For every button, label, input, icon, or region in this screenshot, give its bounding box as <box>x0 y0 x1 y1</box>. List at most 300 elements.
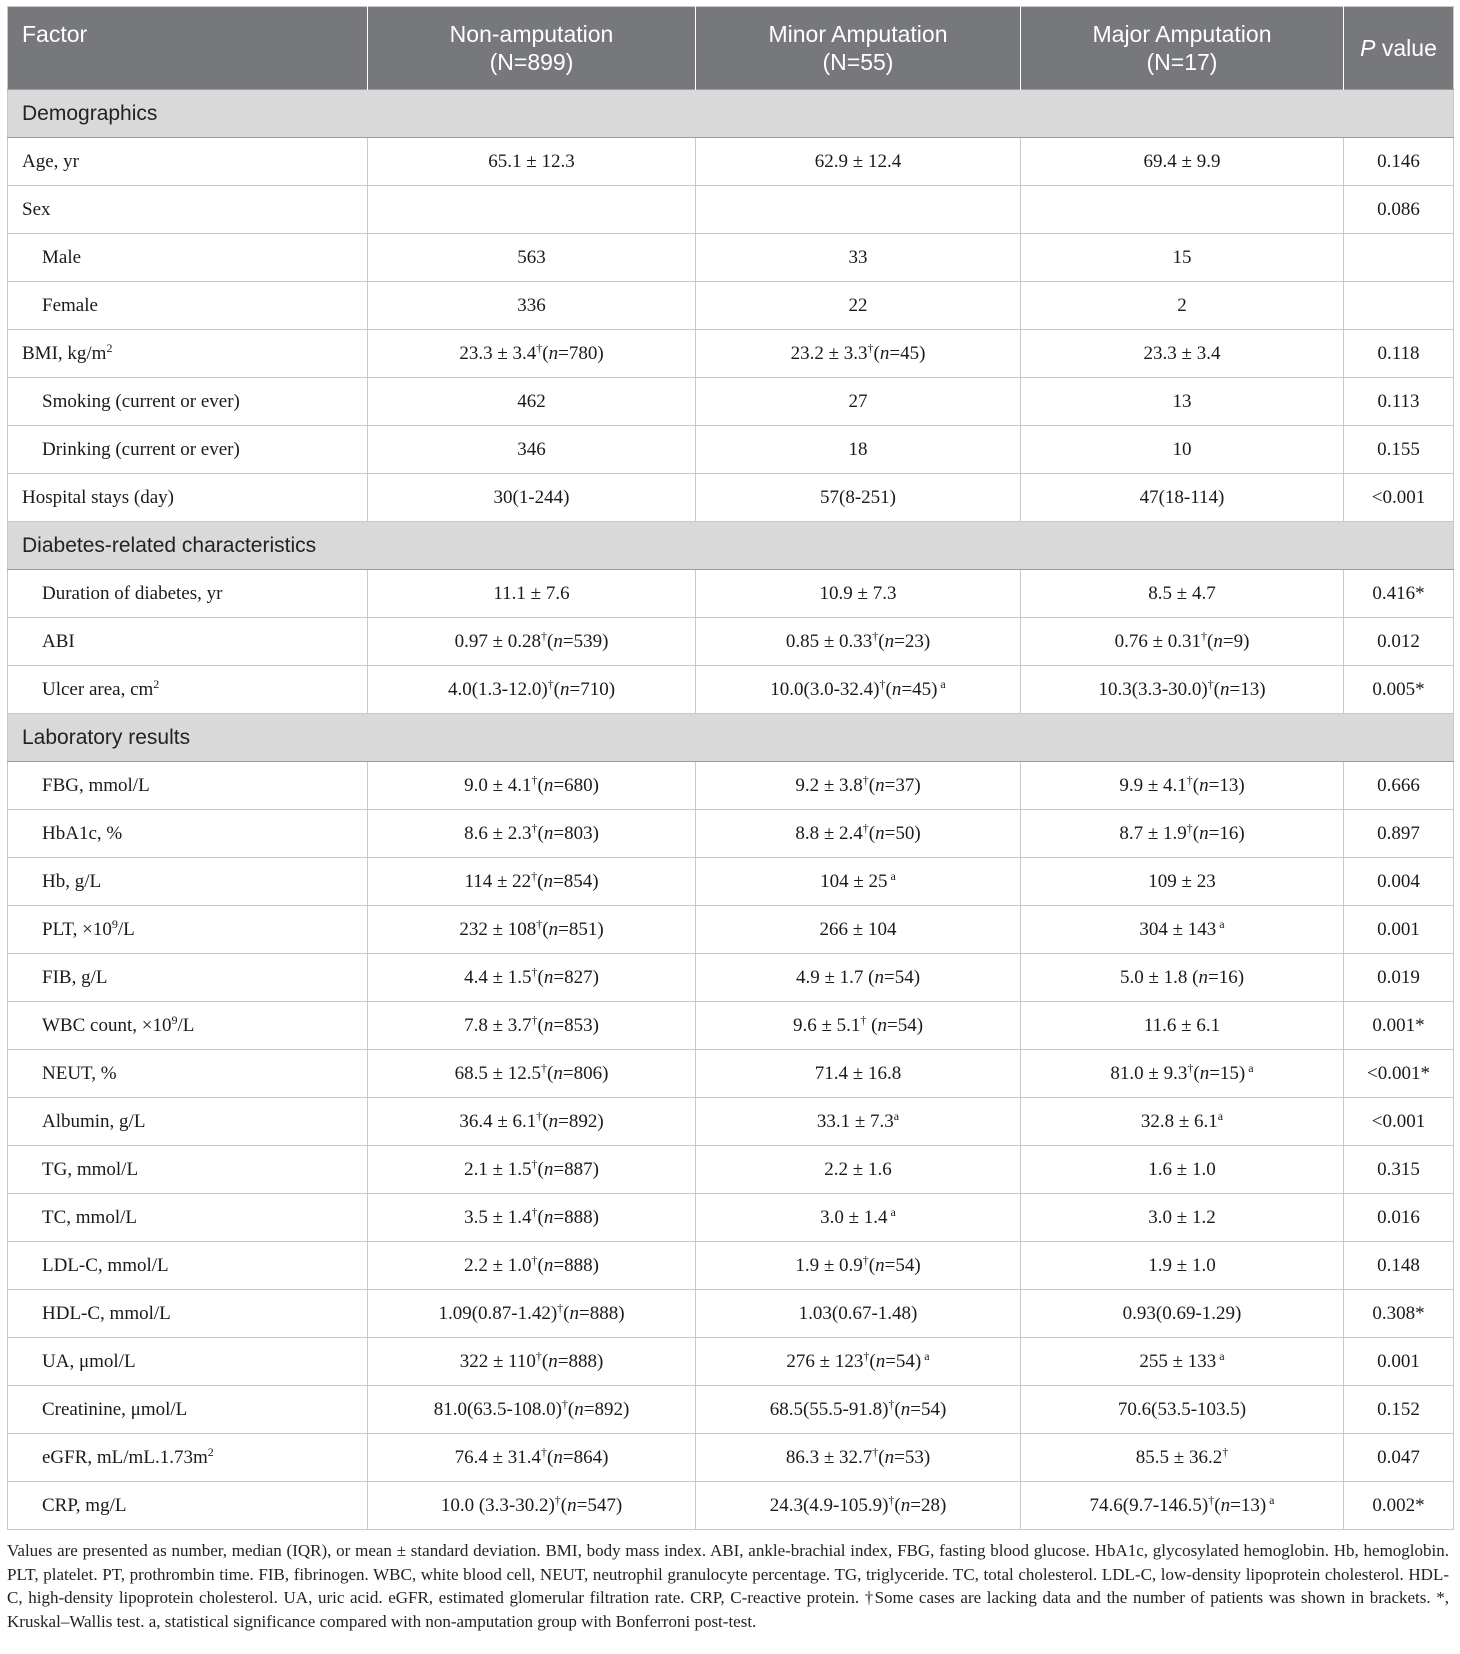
value-cell: 3.5 ± 1.4†(n=888) <box>368 1194 696 1242</box>
p-value-cell: 0.012 <box>1344 618 1454 666</box>
label-text: HbA1c, % <box>42 822 123 844</box>
equals: = <box>553 774 565 796</box>
table-row <box>8 1482 1454 1530</box>
value-text: 0.85 ± 0.33 <box>785 630 873 652</box>
equals: = <box>894 1446 905 1468</box>
dagger-mark: † <box>531 1252 538 1267</box>
dagger-mark: † <box>547 676 554 691</box>
n-symbol: n <box>543 1206 554 1228</box>
value-cell <box>1021 1146 1344 1194</box>
table-row <box>8 1098 1454 1146</box>
value-cell <box>696 282 1021 330</box>
value-text: 1.03(0.67-1.48) <box>798 1302 918 1324</box>
dagger-mark: † <box>531 772 538 787</box>
n-count: 888 <box>564 1254 593 1276</box>
row-label <box>8 906 368 954</box>
significance-mark: a <box>887 868 896 883</box>
value-cell <box>368 138 696 186</box>
n-count: 54 <box>894 966 914 988</box>
dagger-mark: † <box>536 1108 543 1123</box>
value-cell <box>368 426 696 474</box>
equals: = <box>1209 1062 1220 1084</box>
equals: = <box>1230 1494 1241 1516</box>
significance-mark: a <box>887 1204 896 1219</box>
label-text: Ulcer area, cm <box>42 678 154 700</box>
value-text: 4.4 ± 1.5 <box>464 966 532 988</box>
table-row <box>8 186 1454 234</box>
label-text: BMI, kg/m <box>22 342 107 364</box>
n-symbol: n <box>877 1014 887 1036</box>
label-text: TG, mmol/L <box>42 1158 139 1180</box>
value-text: 68.5(55.5-91.8) <box>769 1398 889 1420</box>
value-text: 462 <box>517 390 546 412</box>
table-row <box>8 1146 1454 1194</box>
equals: = <box>569 678 581 700</box>
table-row <box>8 1002 1454 1050</box>
equals: = <box>553 870 564 892</box>
value-text: 2 <box>1177 294 1187 316</box>
n-symbol: n <box>548 1350 558 1372</box>
value-text: 1.9 ± 0.9 <box>795 1254 863 1276</box>
value-text: 18 <box>848 438 868 460</box>
n-count: 892 <box>568 1110 598 1132</box>
n-count: 806 <box>573 1062 603 1084</box>
label-text: Duration of diabetes, yr <box>42 582 223 604</box>
table-row <box>8 138 1454 186</box>
value-cell: 0.85 ± 0.33†(n=23) <box>696 618 1021 666</box>
value-text: 232 ± 108 <box>459 918 537 940</box>
n-symbol: n <box>891 678 902 700</box>
equals: = <box>558 342 569 364</box>
dagger-mark: † <box>531 1204 538 1219</box>
value-text: 8.5 ± 4.7 <box>1148 582 1216 604</box>
table-row <box>8 570 1454 618</box>
table-row <box>8 282 1454 330</box>
value-text: 266 ± 104 <box>819 918 897 940</box>
value-cell: 68.5(55.5-91.8)†(n=54) <box>696 1386 1021 1434</box>
n-symbol: n <box>875 1350 886 1372</box>
value-cell <box>368 282 696 330</box>
value-text: 86.3 ± 32.7 <box>785 1446 873 1468</box>
label-superscript: 2 <box>153 676 160 691</box>
value-text: 68.5 ± 12.5 <box>454 1062 542 1084</box>
table-container <box>7 6 1453 1633</box>
label-unit: /L <box>117 918 135 940</box>
value-cell <box>696 474 1021 522</box>
header-factor: Factor <box>8 7 368 90</box>
p-value-cell: 0.666 <box>1344 762 1454 810</box>
n-count: 888 <box>564 1206 593 1228</box>
n-count: 53 <box>904 1446 924 1468</box>
dagger-mark: † <box>554 1492 561 1507</box>
n-count: 9 <box>1233 630 1244 652</box>
row-label <box>8 330 368 378</box>
row-label <box>8 570 368 618</box>
value-text: 3.5 ± 1.4 <box>464 1206 532 1228</box>
row-label <box>8 1146 368 1194</box>
dagger-mark: † <box>536 916 543 931</box>
value-text: 11.1 ± 7.6 <box>493 582 570 604</box>
dagger-mark: † <box>1222 1444 1229 1459</box>
value-cell: 4.9 ± 1.7 (n=54) <box>696 954 1021 1002</box>
label-text: FBG, mmol/L <box>42 774 150 796</box>
dagger-mark: † <box>561 1396 568 1411</box>
p-value-cell <box>1344 234 1454 282</box>
value-cell <box>1021 1194 1344 1242</box>
dagger-mark: † <box>1208 1492 1215 1507</box>
n-count: 23 <box>904 630 924 652</box>
n-symbol: n <box>569 1302 579 1324</box>
value-cell <box>696 1098 1021 1146</box>
p-value-cell: 0.152 <box>1344 1386 1454 1434</box>
equals: = <box>1222 630 1234 652</box>
value-text: 11.6 ± 6.1 <box>1143 1014 1221 1036</box>
value-cell: 2.2 ± 1.0†(n=888) <box>368 1242 696 1290</box>
value-cell: 0.97 ± 0.28†(n=539) <box>368 618 696 666</box>
value-text: 70.6(53.5-103.5) <box>1117 1398 1247 1420</box>
section-row <box>8 90 1454 138</box>
value-text: 23.3 ± 3.4 <box>459 342 537 364</box>
table-body <box>8 90 1454 1530</box>
value-cell <box>368 234 696 282</box>
n-symbol: n <box>543 1158 554 1180</box>
row-label <box>8 1338 368 1386</box>
value-text: 24.3(4.9-105.9) <box>769 1494 889 1516</box>
dagger-mark: † <box>860 1012 867 1027</box>
value-text: 346 <box>517 438 546 460</box>
n-count: 15 <box>1219 1062 1239 1084</box>
value-cell: 8.6 ± 2.3†(n=803) <box>368 810 696 858</box>
n-symbol: n <box>548 1110 559 1132</box>
table-row <box>8 618 1454 666</box>
value-cell <box>696 426 1021 474</box>
section-row <box>8 714 1454 762</box>
row-label <box>8 1050 368 1098</box>
value-cell <box>696 570 1021 618</box>
n-symbol: n <box>1198 966 1208 988</box>
label-text: eGFR, mL/mL.1.73m <box>42 1446 208 1468</box>
value-cell: 1.9 ± 0.9†(n=54) <box>696 1242 1021 1290</box>
row-label <box>8 234 368 282</box>
table-row <box>8 810 1454 858</box>
dagger-mark: † <box>557 1300 564 1315</box>
value-cell: 232 ± 108†(n=851) <box>368 906 696 954</box>
n-count: 888 <box>568 1350 597 1372</box>
value-text: 4.0(1.3-12.0) <box>447 678 548 700</box>
value-text: 0.76 ± 0.31 <box>1114 630 1202 652</box>
significance-mark: a <box>1216 1348 1225 1363</box>
spacer <box>866 1015 871 1036</box>
label-text: UA, μmol/L <box>42 1350 136 1372</box>
row-label <box>8 1194 368 1242</box>
p-value-cell: 0.004 <box>1344 858 1454 906</box>
row-label <box>8 618 368 666</box>
equals: = <box>884 822 896 844</box>
dagger-mark: † <box>531 820 538 835</box>
dagger-mark: † <box>867 340 874 355</box>
table-row <box>8 954 1454 1002</box>
label-text: HDL-C, mmol/L <box>42 1302 171 1324</box>
value-cell: 36.4 ± 6.1†(n=892) <box>368 1098 696 1146</box>
table-row <box>8 330 1454 378</box>
significance-mark: a <box>893 1108 900 1123</box>
value-cell <box>696 1290 1021 1338</box>
label-unit: /L <box>177 1014 195 1036</box>
header-major-amputation: Major Amputation (N=17) <box>1021 7 1344 90</box>
n-count: 680 <box>564 774 593 796</box>
n-count: 54 <box>895 1350 915 1372</box>
value-text: 1.6 ± 1.0 <box>1148 1158 1216 1180</box>
n-count: 16 <box>1219 822 1239 844</box>
value-text: 2.2 ± 1.6 <box>824 1158 892 1180</box>
value-text: 15 <box>1172 246 1192 268</box>
equals: = <box>886 1014 898 1036</box>
equals: = <box>910 1494 921 1516</box>
p-value-cell: <0.001* <box>1344 1050 1454 1098</box>
n-count: 539 <box>573 630 603 652</box>
equals: = <box>910 1398 921 1420</box>
equals: = <box>889 342 901 364</box>
p-value-cell: <0.001 <box>1344 474 1454 522</box>
n-symbol: n <box>875 1254 885 1276</box>
n-symbol: n <box>1220 1494 1231 1516</box>
value-cell <box>696 906 1021 954</box>
value-cell <box>1021 906 1344 954</box>
n-symbol: n <box>543 966 554 988</box>
equals: = <box>894 630 905 652</box>
label-text: Albumin, g/L <box>42 1110 146 1132</box>
table-row <box>8 1050 1454 1098</box>
n-count: 854 <box>563 870 593 892</box>
dagger-mark: † <box>531 964 538 979</box>
significance-mark: a <box>1216 916 1225 931</box>
value-text: 304 ± 143 <box>1139 918 1217 940</box>
dagger-mark: † <box>1186 820 1193 835</box>
value-cell <box>1021 234 1344 282</box>
label-text: ABI <box>42 630 75 652</box>
value-text: 8.6 ± 2.3 <box>464 822 532 844</box>
label-text: FIB, g/L <box>42 966 108 988</box>
equals: = <box>553 1158 565 1180</box>
value-cell: 322 ± 110†(n=888) <box>368 1338 696 1386</box>
dagger-mark: † <box>879 676 886 691</box>
value-text: 255 ± 133 <box>1139 1350 1217 1372</box>
value-text: 62.9 ± 12.4 <box>814 150 902 172</box>
value-cell <box>1021 1338 1344 1386</box>
value-cell: 76.4 ± 31.4†(n=864) <box>368 1434 696 1482</box>
section-title: Diabetes-related characteristics <box>8 522 1454 570</box>
n-symbol: n <box>900 1494 911 1516</box>
n-symbol: n <box>1213 630 1223 652</box>
row-label <box>8 1002 368 1050</box>
value-cell <box>368 186 696 234</box>
value-cell: 81.0 ± 9.3†(n=15) $^a$ <box>1021 1050 1344 1098</box>
n-symbol: n <box>543 774 554 796</box>
n-symbol: n <box>875 822 885 844</box>
value-text: 81.0 ± 9.3 <box>1110 1062 1188 1084</box>
equals: = <box>553 966 565 988</box>
n-count: 780 <box>568 342 598 364</box>
value-cell: 23.2 ± 3.3†(n=45) <box>696 330 1021 378</box>
value-text: 69.4 ± 9.9 <box>1143 150 1221 172</box>
equals: = <box>884 774 896 796</box>
value-cell <box>1021 330 1344 378</box>
n-symbol: n <box>1199 774 1209 796</box>
table-row <box>8 378 1454 426</box>
p-value-cell: 0.019 <box>1344 954 1454 1002</box>
value-text: 76.4 ± 31.4 <box>454 1446 542 1468</box>
value-text: 71.4 ± 16.8 <box>814 1062 902 1084</box>
value-cell <box>696 1146 1021 1194</box>
value-cell: 9.9 ± 4.1†(n=13) <box>1021 762 1344 810</box>
equals: = <box>1208 822 1220 844</box>
label-text: Sex <box>22 198 51 220</box>
row-label <box>8 1434 368 1482</box>
n-count: 54 <box>895 1254 915 1276</box>
row-label <box>8 666 368 714</box>
row-label <box>8 810 368 858</box>
value-text: 1.09(0.87-1.42) <box>438 1302 558 1324</box>
p-value-cell: 0.155 <box>1344 426 1454 474</box>
value-text: 114 ± 22 <box>464 870 532 892</box>
value-text: 9.2 ± 3.8 <box>795 774 863 796</box>
row-label <box>8 954 368 1002</box>
section-title: Demographics <box>8 90 1454 138</box>
value-cell <box>696 138 1021 186</box>
p-value-cell: 0.113 <box>1344 378 1454 426</box>
table-row <box>8 1338 1454 1386</box>
label-superscript: 2 <box>207 1444 214 1459</box>
value-cell: 24.3(4.9-105.9)†(n=28) <box>696 1482 1021 1530</box>
value-text: 8.7 ± 1.9 <box>1119 822 1187 844</box>
value-text: 109 ± 23 <box>1148 870 1216 892</box>
n-symbol: n <box>543 1014 554 1036</box>
dagger-mark: † <box>531 1012 538 1027</box>
value-text: 47(18-114) <box>1139 486 1225 508</box>
label-text: CRP, mg/L <box>42 1494 127 1516</box>
value-text: 65.1 ± 12.3 <box>488 150 575 172</box>
equals: = <box>562 1062 574 1084</box>
p-value-cell: 0.148 <box>1344 1242 1454 1290</box>
n-count: 851 <box>568 918 598 940</box>
n-symbol: n <box>543 1254 554 1276</box>
value-cell: 9.2 ± 3.8†(n=37) <box>696 762 1021 810</box>
table-row <box>8 906 1454 954</box>
dagger-mark: † <box>535 1348 542 1363</box>
n-count: 45 <box>912 678 932 700</box>
n-symbol: n <box>1220 678 1230 700</box>
value-text: 22 <box>848 294 868 316</box>
value-text: 7.8 ± 3.7 <box>464 1014 532 1036</box>
dagger-mark: † <box>862 820 869 835</box>
label-text: LDL-C, mmol/L <box>42 1254 169 1276</box>
equals: = <box>562 630 574 652</box>
label-superscript: 2 <box>106 340 113 355</box>
table-row <box>8 1386 1454 1434</box>
value-cell <box>368 570 696 618</box>
value-text: 336 <box>517 294 546 316</box>
value-cell <box>696 1050 1021 1098</box>
section-row <box>8 522 1454 570</box>
n-symbol: n <box>560 678 570 700</box>
value-cell: 7.8 ± 3.7†(n=853) <box>368 1002 696 1050</box>
n-symbol: n <box>874 966 884 988</box>
dagger-mark: † <box>541 1060 548 1075</box>
value-cell: 1.09(0.87-1.42)†(n=888) <box>368 1290 696 1338</box>
equals: = <box>553 822 565 844</box>
value-cell <box>696 1194 1021 1242</box>
equals: = <box>583 1398 595 1420</box>
n-symbol: n <box>884 630 895 652</box>
n-count: 710 <box>580 678 609 700</box>
value-text: 1.9 ± 1.0 <box>1148 1254 1216 1276</box>
value-cell: 10.3(3.3-30.0)†(n=13) <box>1021 666 1344 714</box>
p-value-cell <box>1344 282 1454 330</box>
value-cell: 4.0(1.3-12.0)†(n=710) <box>368 666 696 714</box>
n-symbol: n <box>553 1062 563 1084</box>
p-value-cell: 0.001 <box>1344 906 1454 954</box>
significance-mark: a <box>1245 1060 1254 1075</box>
n-symbol: n <box>879 342 890 364</box>
p-value-cell: 0.308* <box>1344 1290 1454 1338</box>
row-label <box>8 858 368 906</box>
value-cell: 86.3 ± 32.7†(n=53) <box>696 1434 1021 1482</box>
p-value-cell: <0.001 <box>1344 1098 1454 1146</box>
n-count: 853 <box>564 1014 593 1036</box>
significance-mark: a <box>937 676 946 691</box>
value-text: 57(8-251) <box>820 486 896 508</box>
row-label <box>8 1098 368 1146</box>
significance-mark: a <box>921 1348 930 1363</box>
label-text: Drinking (current or ever) <box>42 438 240 460</box>
value-cell <box>696 234 1021 282</box>
dagger-mark: † <box>541 628 548 643</box>
table-row <box>8 1434 1454 1482</box>
value-cell <box>1021 426 1344 474</box>
table-footnote: Values are presented as number, median (IQR), or mean ± standard deviation. BMI, body mass index. ABI, ankle-brachial index, FBG, fasting blood glucose. HbA1c, glycosylated hemoglobin. Hb, hemoglobin. PLT, platelet. PT, prothrombin time. FIB, fibrinogen. WBC, white blood cell, NEUT, neutrophil granulocyte percentage. TG, triglyceride. TC, total cholesterol. LDL-C, low-density lipoprotein cholesterol. HDL-C, high-density lipoprotein cholesterol. UA, uric acid. eGFR, estimated glomerular filtration rate. CRP, C-reactive protein. †Some cases are lacking data and the number of patients was shown in brackets. *, Kruskal–Wallis test. a, statistical significance compared with non-amputation group with Bonferroni post-test. <box>7 1541 1449 1631</box>
equals: = <box>1207 966 1219 988</box>
n-symbol: n <box>543 822 554 844</box>
p-value-cell: 0.005* <box>1344 666 1454 714</box>
equals: = <box>885 1350 896 1372</box>
label-text: PLT, ×10 <box>42 918 112 940</box>
dagger-mark: † <box>872 1444 879 1459</box>
label-text: Hb, g/L <box>42 870 102 892</box>
equals: = <box>901 678 913 700</box>
header-non-amputation: Non-amputation (N=899) <box>368 7 696 90</box>
p-value-cell: 0.086 <box>1344 186 1454 234</box>
n-count: 887 <box>564 1158 593 1180</box>
table-row <box>8 666 1454 714</box>
value-cell: 276 ± 123†(n=54) $^a$ <box>696 1338 1021 1386</box>
table-row <box>8 1290 1454 1338</box>
header-p-value: P value <box>1344 7 1454 90</box>
label-text: Male <box>42 246 82 268</box>
row-label <box>8 138 368 186</box>
value-cell: 23.3 ± 3.4†(n=780) <box>368 330 696 378</box>
label-text: TC, mmol/L <box>42 1206 137 1228</box>
value-text: 10.0 (3.3-30.2) <box>440 1494 555 1516</box>
value-text: 23.3 ± 3.4 <box>1143 342 1221 364</box>
value-text: 8.8 ± 2.4 <box>795 822 863 844</box>
n-symbol: n <box>548 342 559 364</box>
value-text: 33 <box>848 246 868 268</box>
value-text: 30(1-244) <box>493 486 570 508</box>
value-text: 81.0(63.5-108.0) <box>433 1398 562 1420</box>
equals: = <box>1208 774 1220 796</box>
dagger-mark: † <box>541 1444 548 1459</box>
value-cell <box>1021 138 1344 186</box>
